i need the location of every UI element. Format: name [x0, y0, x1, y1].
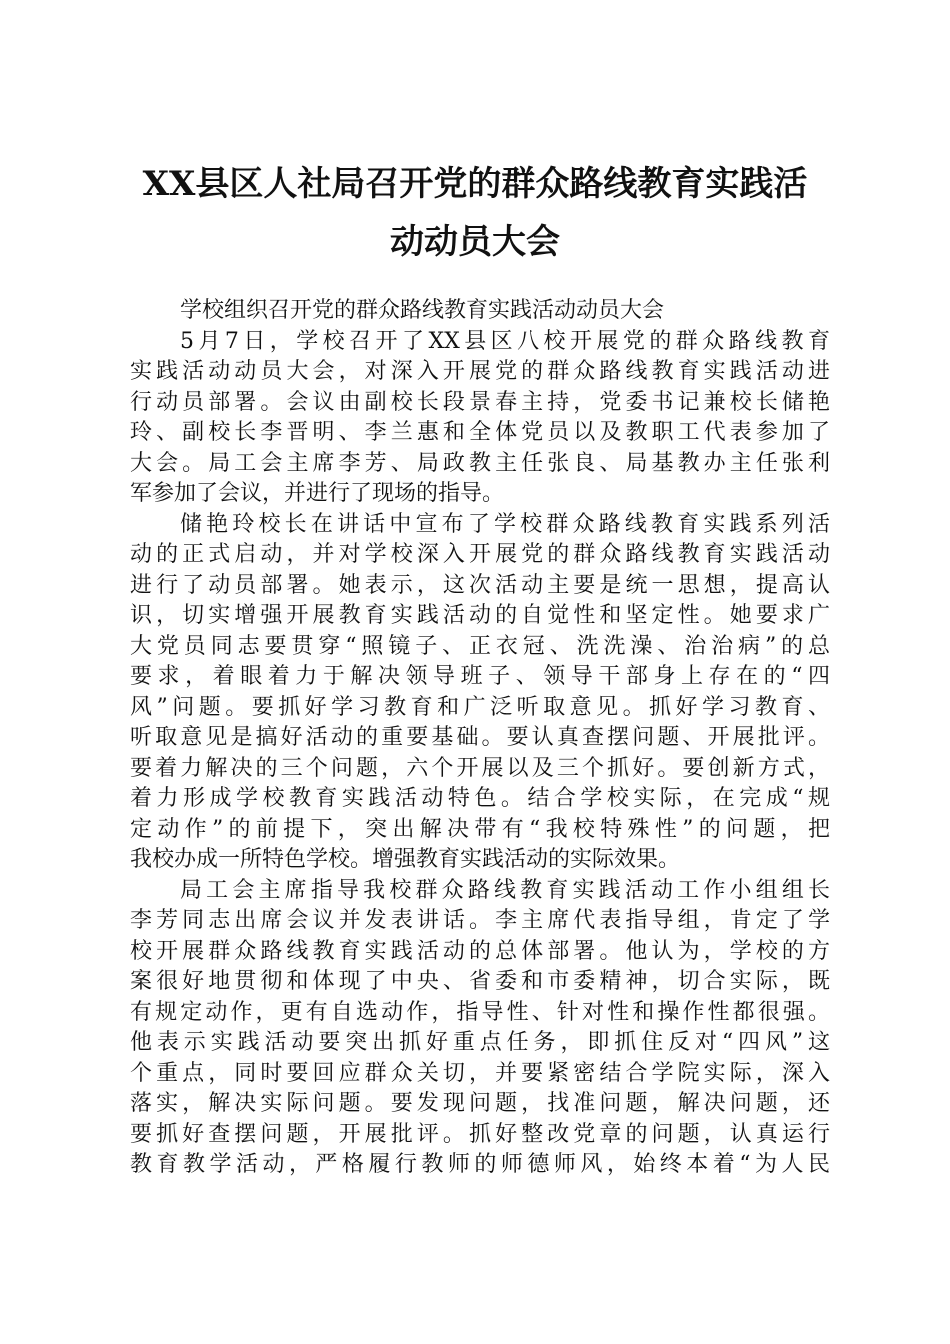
body-line: 着力形成学校教育实践活动特色。结合学校实际，在完成“规 [130, 786, 830, 811]
body-line: 案很好地贯彻和体现了中央、省委和市委精神，切合实际，既 [130, 969, 830, 994]
body-line: 学校组织召开党的群众路线教育实践活动动员大会 [180, 298, 665, 323]
body-line: 听取意见是搞好活动的重要基础。要认真查摆问题、开展批评。 [130, 725, 830, 750]
body-line: 校开展群众路线教育实践活动的总体部署。他认为，学校的方 [130, 938, 830, 964]
body-line: 定动作”的前提下，突出解决带有“我校特殊性”的问题，把 [130, 816, 830, 842]
body-line: 玲、副校长李晋明、李兰惠和全体党员以及教职工代表参加了 [130, 420, 830, 445]
body-line: 大会。局工会主席李芳、局政教主任张良、局基教办主任张利 [130, 450, 830, 476]
body-line: 局工会主席指导我校群众路线教育实践活动工作小组组长 [180, 877, 830, 903]
body-line: 落实，解决实际问题。要发现问题，找准问题，解决问题，还 [130, 1091, 830, 1116]
body-line: 有规定动作，更有自选动作，指导性、针对性和操作性都很强。 [130, 999, 830, 1025]
body-line: 储艳玲校长在讲话中宣布了学校群众路线教育实践系列活 [180, 511, 830, 537]
body-line: 行动员部署。会议由副校长段景春主持，党委书记兼校长储艳 [130, 389, 830, 415]
body-line: 风”问题。要抓好学习教育和广泛听取意见。抓好学习教育、 [130, 694, 830, 720]
body-line: 识，切实增强开展教育实践活动的自觉性和坚定性。她要求广 [130, 603, 830, 628]
body-line: 要求，着眼着力于解决领导班子、领导干部身上存在的“四 [130, 664, 830, 689]
document-body [130, 296, 830, 1181]
body-line: 要着力解决的三个问题，六个开展以及三个抓好。要创新方式， [130, 755, 830, 781]
document-title-line-1: XX县区人社局召开党的群众路线教育实践活 [142, 164, 808, 204]
body-line: 军参加了会议，并进行了现场的指导。 [130, 481, 505, 506]
body-line: 个重点，同时要回应群众关切，并要紧密结合学院实际，深入 [130, 1060, 830, 1086]
body-line: 进行了动员部署。她表示，这次活动主要是统一思想，提高认 [130, 572, 830, 598]
body-line: 5月7日，学校召开了XX县区八校开展党的群众路线教育 [180, 328, 830, 354]
body-line: 大党员同志要贯穿“照镜子、正衣冠、洗洗澡、治治病”的总 [130, 633, 830, 659]
body-line: 实践活动动员大会，对深入开展党的群众路线教育实践活动进 [130, 359, 830, 384]
document-title-line-2: 动动员大会 [390, 222, 560, 262]
body-line: 李芳同志出席会议并发表讲话。李主席代表指导组，肯定了学 [130, 908, 830, 933]
body-line: 我校办成一所特色学校。增强教育实践活动的实际效果。 [130, 847, 681, 872]
body-line: 他表示实践活动要突出抓好重点任务，即抓住反对“四风”这 [130, 1030, 830, 1055]
body-line: 教育教学活动，严格履行教师的师德师风，始终本着“为人民 [130, 1152, 830, 1177]
body-line: 要抓好查摆问题，开展批评。抓好整改党章的问题，认真运行 [130, 1121, 830, 1147]
body-line: 动的正式启动，并对学校深入开展党的群众路线教育实践活动 [130, 542, 830, 567]
